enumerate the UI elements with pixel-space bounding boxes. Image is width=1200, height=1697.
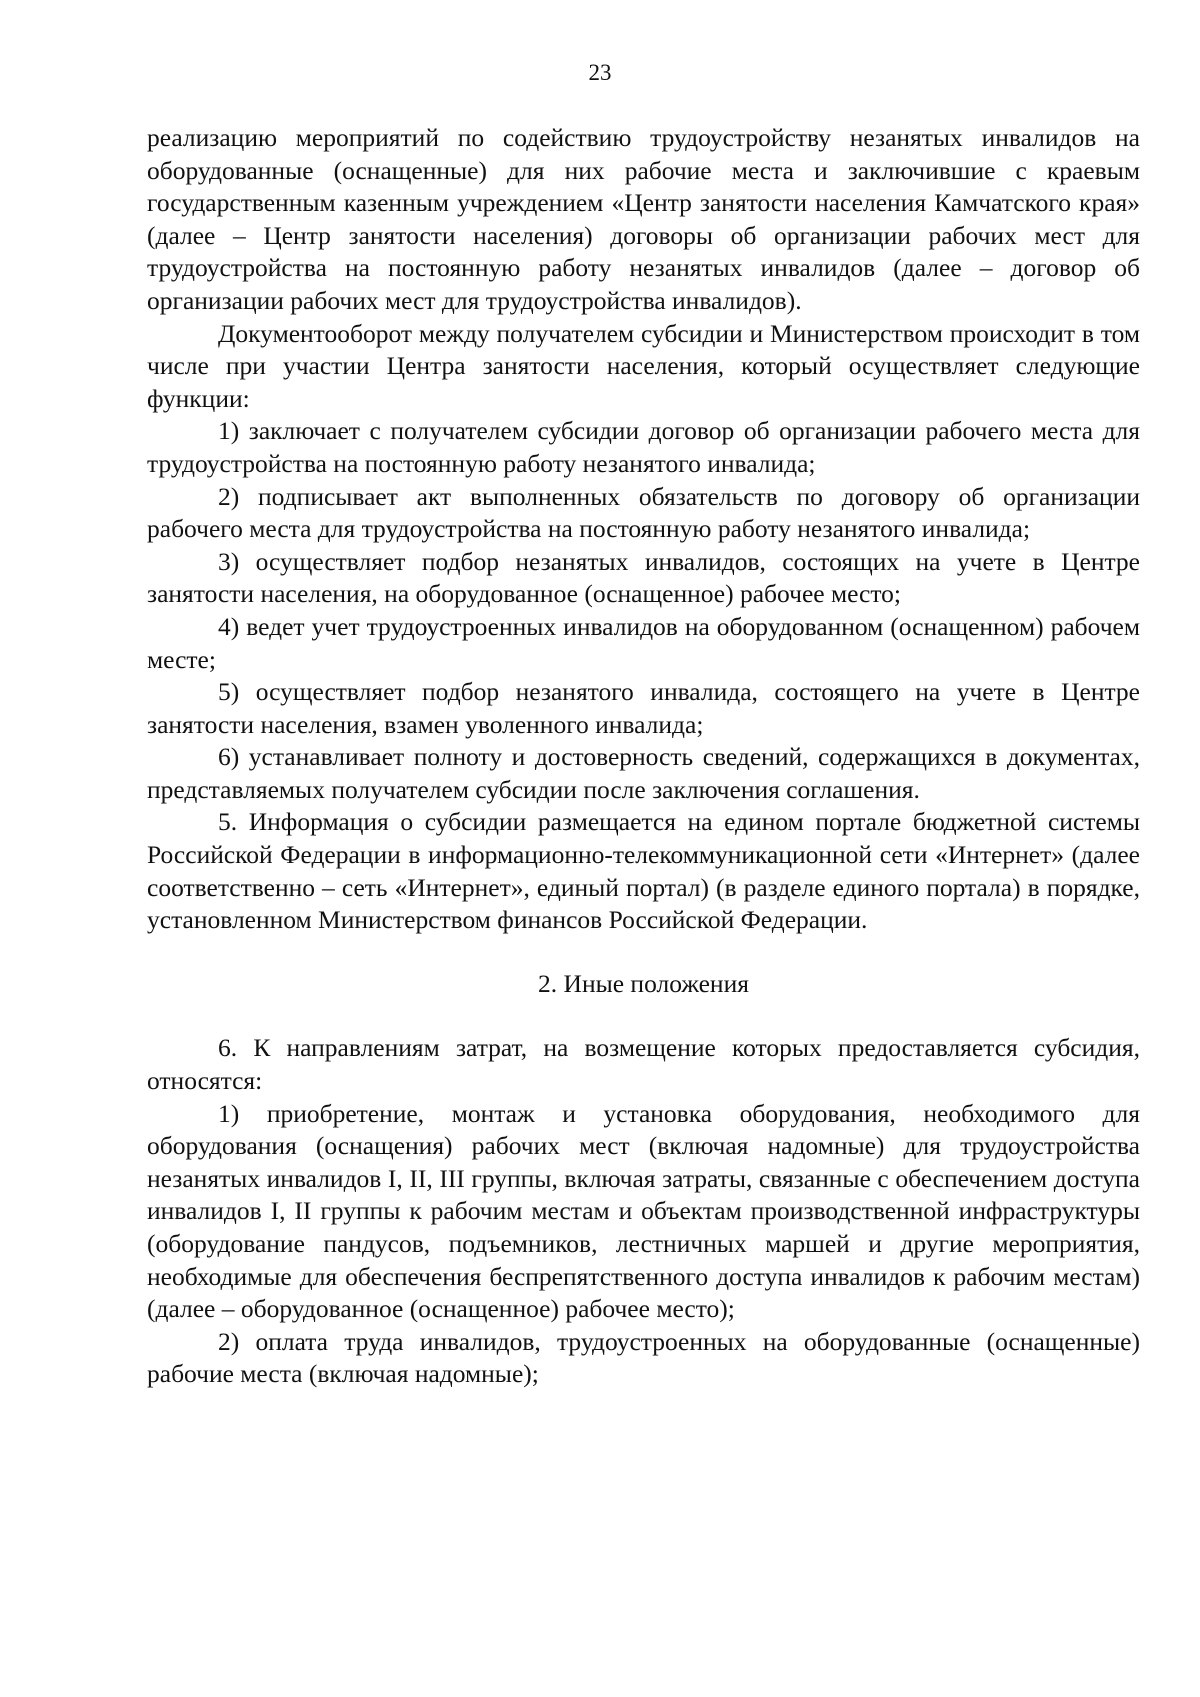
- cost-item-1: 1) приобретение, монтаж и установка оборудования, необходимого для оборудования (оснащения) рабочих мест (включая надомные) для трудоустройства незанятых инвалидов I, II, III группы, включая затраты, связанные с обеспечением доступа инвалидов I, II группы к рабочим местам и объектам производственной инфраструктуры (оборудование пандусов, подъемников, лестничных маршей и другие мероприятия, необходимые для обеспечения беспрепятственного доступа инвалидов к рабочим местам) (далее – оборудованное (оснащенное) рабочее место);: [147, 1098, 1140, 1324]
- list-item-2: 2) подписывает акт выполненных обязательств по договору об организации рабочего места для трудоустройства на постоянную работу незанятого инвалида;: [147, 481, 1140, 544]
- document-body: [147, 122, 1140, 1391]
- paragraph-6: 6. К направлениям затрат, на возмещение которых предоставляется субсидия, относятся:: [147, 1033, 1140, 1096]
- list-item-3: 3) осуществляет подбор незанятых инвалидов, состоящих на учете в Центре занятости населения, на оборудованное (оснащенное) рабочее место;: [147, 546, 1140, 609]
- list-item-4: 4) ведет учет трудоустроенных инвалидов на оборудованном (оснащенном) рабочем месте;: [147, 611, 1140, 674]
- paragraph-continuation: реализацию мероприятий по содействию трудоустройству незанятых инвалидов на оборудованные (оснащенные) для них рабочие места и заключившие с краевым государственным казенным учреждением «Центр занятости населения Камчатского края» (далее – Центр занятости населения) договоры об организации рабочих мест для трудоустройства на постоянную работу незанятых инвалидов (далее – договор об организации рабочих мест для трудоустройства инвалидов).: [147, 123, 1140, 315]
- list-item-5: 5) осуществляет подбор незанятого инвалида, состоящего на учете в Центре занятости населения, взамен уволенного инвалида;: [147, 677, 1140, 739]
- page-number: 23: [588, 60, 612, 85]
- section-heading: 2. Иные положения: [538, 968, 749, 998]
- list-item-6: 6) устанавливает полноту и достоверность сведений, содержащихся в документах, представляемых получателем субсидии после заключения соглашения.: [147, 742, 1140, 804]
- paragraph-document-flow: Документооборот между получателем субсидии и Министерством происходит в том числе при участии Центра занятости населения, который осуществляет следующие функции:: [147, 318, 1140, 413]
- list-item-1: 1) заключает с получателем субсидии договор об организации рабочего места для трудоустройства на постоянную работу незанятого инвалида;: [147, 416, 1140, 478]
- cost-item-2: 2) оплата труда инвалидов, трудоустроенных на оборудованные (оснащенные) рабочие места (включая надомные);: [147, 1326, 1140, 1389]
- paragraph-5: 5. Информация о субсидии размещается на едином портале бюджетной системы Российской Федерации в информационно-телекоммуникационной сети «Интернет» (далее соответственно – сеть «Интернет», единый портал) (в разделе единого портала) в порядке, установленном Министерством финансов Российской Федерации.: [147, 807, 1140, 935]
